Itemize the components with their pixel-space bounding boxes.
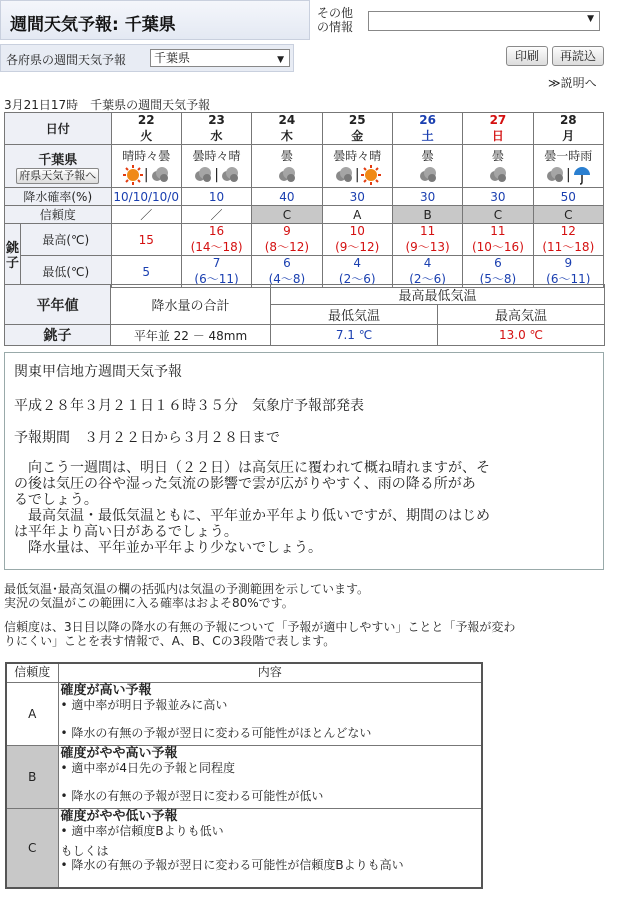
min-cell [533,256,603,288]
pop-row [5,188,604,206]
weather-cell [111,145,181,188]
weather-text: 曇時々晴 [192,148,241,163]
legend-content [58,683,482,746]
report-issued: 平成２８年３月２１日１６時３５分 気象庁予報部発表 [14,398,364,414]
note-line: 最低気温･最高気温の欄の括弧内は気温の予測範囲を示しています。 [4,582,370,596]
weather-text: 曇 [421,148,434,163]
max-value: 11 [419,224,436,238]
weather-cell [181,145,251,188]
cloud-icon [334,165,354,185]
legend-row [6,746,482,809]
normals-value-row [5,325,605,346]
weather-icons [534,164,603,186]
weather-icons [323,164,392,186]
max-cell [252,224,322,256]
area-cell [5,145,112,188]
day-dow: 木 [280,129,293,143]
max-cell [533,224,603,256]
report-line: 降水量は、平年並か平年より少ないでしょう。 [14,540,322,556]
sun-icon [361,165,381,185]
day-dow: 火 [140,129,153,143]
weather-text: 晴時々曇 [122,148,171,163]
max-cell [322,224,392,256]
note-line: 信頼度は、3日目以降の降水の有無の予報について「予報が適中しやすい」ことと「予報が変わ [4,620,516,634]
reliability-note [4,620,609,648]
min-label: 最低(℃) [21,256,111,288]
weather-text: 曇 [280,148,293,163]
max-temp-row [5,224,604,256]
max-range: (8～12) [264,240,310,254]
legend-title: 確度が高い予報 [60,683,152,698]
min-value: 4 [423,256,432,270]
weather-icons [252,164,321,186]
legend-line [61,712,480,726]
min-value: 4 [353,256,362,270]
cloud-icon [150,165,170,185]
precip-label: 降水量の合計 [111,285,271,325]
normals-label: 平年値 [5,285,111,325]
max-cell [392,224,462,256]
separator: | [214,166,219,183]
reliability-row [5,206,604,224]
weather-icons [112,164,181,186]
weather-row [5,145,604,188]
day-dow: 土 [421,129,434,143]
max-cell [181,224,251,256]
note-line: 実況の気温がこの範囲に入る確率はおよそ80%です。 [4,596,294,610]
reliability-cell: ／ [181,206,251,224]
day-date: 25 [348,113,366,127]
cloud-icon [545,165,565,185]
day-date: 22 [137,113,155,127]
day-cell [252,113,322,145]
max-range: (9～13) [405,240,450,254]
reload-button[interactable]: 再読込 [552,46,604,66]
day-dow: 日 [491,129,504,143]
normals-precip: 平年並 22 － 48mm [111,325,271,346]
max-cell [463,224,533,256]
normals-table [4,284,605,346]
weather-icons [182,164,251,186]
legend-title: 確度がやや低い予報 [60,809,178,824]
pop-cell: 50 [533,188,603,206]
reliability-cell: C [533,206,603,224]
reliability-cell: B [392,206,462,224]
reliability-label: 信頼度 [5,206,112,224]
max-value: 9 [283,224,291,238]
weather-icons [463,164,532,186]
area-name: 千葉県 [38,152,78,168]
weather-text: 曇一時雨 [544,148,593,163]
sun-icon [123,165,143,185]
report-line: るでしょう。 [14,492,98,508]
min-value: 6 [494,256,502,270]
day-cell [533,113,603,145]
other-info-label-line1: その他 [317,6,354,20]
report-period: 予報期間 ３月２２日から３月２８日まで [14,430,280,446]
other-info-label-line2: の情報 [317,20,354,34]
legend-line: • 適中率が4日先の予報と同程度 [60,761,236,775]
min-cell [111,256,181,288]
day-cell [322,113,392,145]
separator: | [565,166,571,183]
normals-max-label: 最高気温 [438,305,605,325]
weather-cell [533,145,603,188]
max-value: 15 [138,232,154,247]
min-cell [392,256,462,288]
min-value: 6 [283,256,291,270]
min-cell [181,256,251,288]
day-date: 26 [419,113,436,127]
date-row [5,113,604,145]
normals-max: 13.0 ℃ [438,325,605,346]
max-value: 10 [349,224,365,238]
pref-select[interactable] [150,49,290,67]
day-dow: 金 [351,129,364,143]
pref-select-value: 千葉県 [154,51,191,65]
weather-cell [392,145,462,188]
pref-forecast-button[interactable]: 府県天気予報へ [16,168,99,184]
legend-line: • 降水の有無の予報が翌日に変わる可能性が信頼度Bよりも高い [60,858,404,872]
max-cell [111,224,181,256]
day-cell [392,113,462,145]
pop-cell: 30 [392,188,462,206]
day-dow: 水 [210,129,223,143]
weather-text: 曇時々晴 [333,148,382,163]
min-range: (6～11) [194,272,239,286]
max-value: 11 [490,224,506,238]
max-range: (11～18) [542,240,595,254]
report-line: の後は気圧の谷や湿った気流の影響で雲が広がりやすく、雨の降る所があ [14,476,476,492]
day-date: 27 [489,113,507,127]
legend-title: 確度がやや高い予報 [60,746,178,761]
date-header: 日付 [5,113,112,145]
legend-grade: B [6,746,58,809]
pop-cell: 10 [181,188,251,206]
pop-label: 降水確率(%) [5,188,112,206]
legend-line: • 降水の有無の予報が翌日に変わる可能性が低い [60,789,324,803]
day-cell [181,113,251,145]
weather-cell [322,145,392,188]
temp-range-note [4,582,604,610]
min-cell [322,256,392,288]
legend-content [58,746,482,809]
legend-line: • 適中率が信頼度Bよりも低い [60,824,224,838]
normals-station: 銚子 [5,325,111,346]
explain-link[interactable]: ≫説明へ [548,76,597,90]
legend-grade: A [6,683,58,746]
weather-text: 曇 [491,148,504,163]
weather-cell [463,145,533,188]
forecast-report [4,352,604,570]
day-cell [463,113,533,145]
print-button[interactable]: 印刷 [506,46,548,66]
pref-label: 各府県の週間天気予報 [6,53,127,67]
max-range: (14～18) [190,240,243,254]
separator: | [354,166,360,183]
chevron-down-icon: ▼ [277,55,284,65]
normals-min-label: 最低気温 [271,305,438,325]
legend-header-row [6,663,482,683]
max-range: (9～12) [335,240,380,254]
pop-cell: 30 [463,188,533,206]
pop-cell: 30 [322,188,392,206]
pop-cell: 10/10/10/0 [111,188,181,206]
max-label: 最高(℃) [21,224,111,256]
max-range: (10～16) [471,240,524,254]
issue-line: 3月21日17時 千葉県の週間天気予報 [4,98,211,112]
min-temp-row [5,256,604,288]
chevron-down-icon: ▼ [587,14,594,24]
day-date: 28 [559,113,577,127]
min-value: 5 [142,264,151,279]
legend-line: • 適中率が明日予報並みに高い [60,698,228,712]
weather-icons [393,164,462,186]
cloud-icon [193,165,213,185]
min-value: 7 [212,256,221,270]
max-value: 16 [208,224,225,238]
umbrella-icon [572,165,592,185]
cloud-icon [488,165,508,185]
legend-line: もしくは [60,844,109,858]
min-cell [463,256,533,288]
legend-grade: C [6,809,58,889]
report-line: 最高気温・最低気温ともに、平年並か平年より低いですが、期間のはじめ [14,508,490,524]
other-info-select[interactable] [368,11,600,31]
pop-cell: 40 [252,188,322,206]
min-range: (2～6) [338,272,376,286]
station-name: 銚子 [5,224,21,288]
forecast-table [4,112,604,288]
cloud-icon [220,165,240,185]
legend-content [58,809,482,889]
min-range: (4～8) [268,272,306,286]
legend-header-grade: 信頼度 [6,663,58,683]
legend-line: • 降水の有無の予報が翌日に変わる可能性がほとんどない [60,726,372,740]
report-line: 向こう一週間は、明日（２２日）は高気圧に覆われて概ね晴れますが、そ [14,460,490,476]
cloud-icon [418,165,438,185]
min-range: (5～8) [479,272,517,286]
reliability-cell: C [252,206,322,224]
legend-line [61,775,480,789]
report-line: は平年より高い日があるでしょう。 [14,524,238,540]
separator: | [143,166,149,183]
note-line: りにくい」ことを表す情報で、A、B、Cの3段階で表します。 [4,634,336,648]
weather-cell [252,145,322,188]
reliability-cell: A [322,206,392,224]
page-title: 週間天気予報: 千葉県 [10,15,176,35]
normals-min: 7.1 ℃ [271,325,438,346]
day-cell [111,113,181,145]
cloud-icon [277,165,297,185]
min-range: (6～11) [546,272,591,286]
max-value: 12 [560,224,576,238]
report-title: 関東甲信地方週間天気予報 [14,364,182,380]
min-cell [252,256,322,288]
legend-row [6,809,482,889]
reliability-legend-table [5,662,483,889]
day-date: 23 [208,113,225,127]
min-value: 9 [564,256,573,270]
reliability-cell: ／ [111,206,181,224]
day-dow: 月 [562,129,575,143]
day-date: 24 [278,113,296,127]
legend-header-content: 内容 [58,663,482,683]
normals-header-row [5,285,605,305]
other-info-label [317,6,373,34]
legend-row [6,683,482,746]
reliability-cell: C [463,206,533,224]
min-range: (2～6) [409,272,446,286]
temp-label: 最高最低気温 [271,285,605,305]
